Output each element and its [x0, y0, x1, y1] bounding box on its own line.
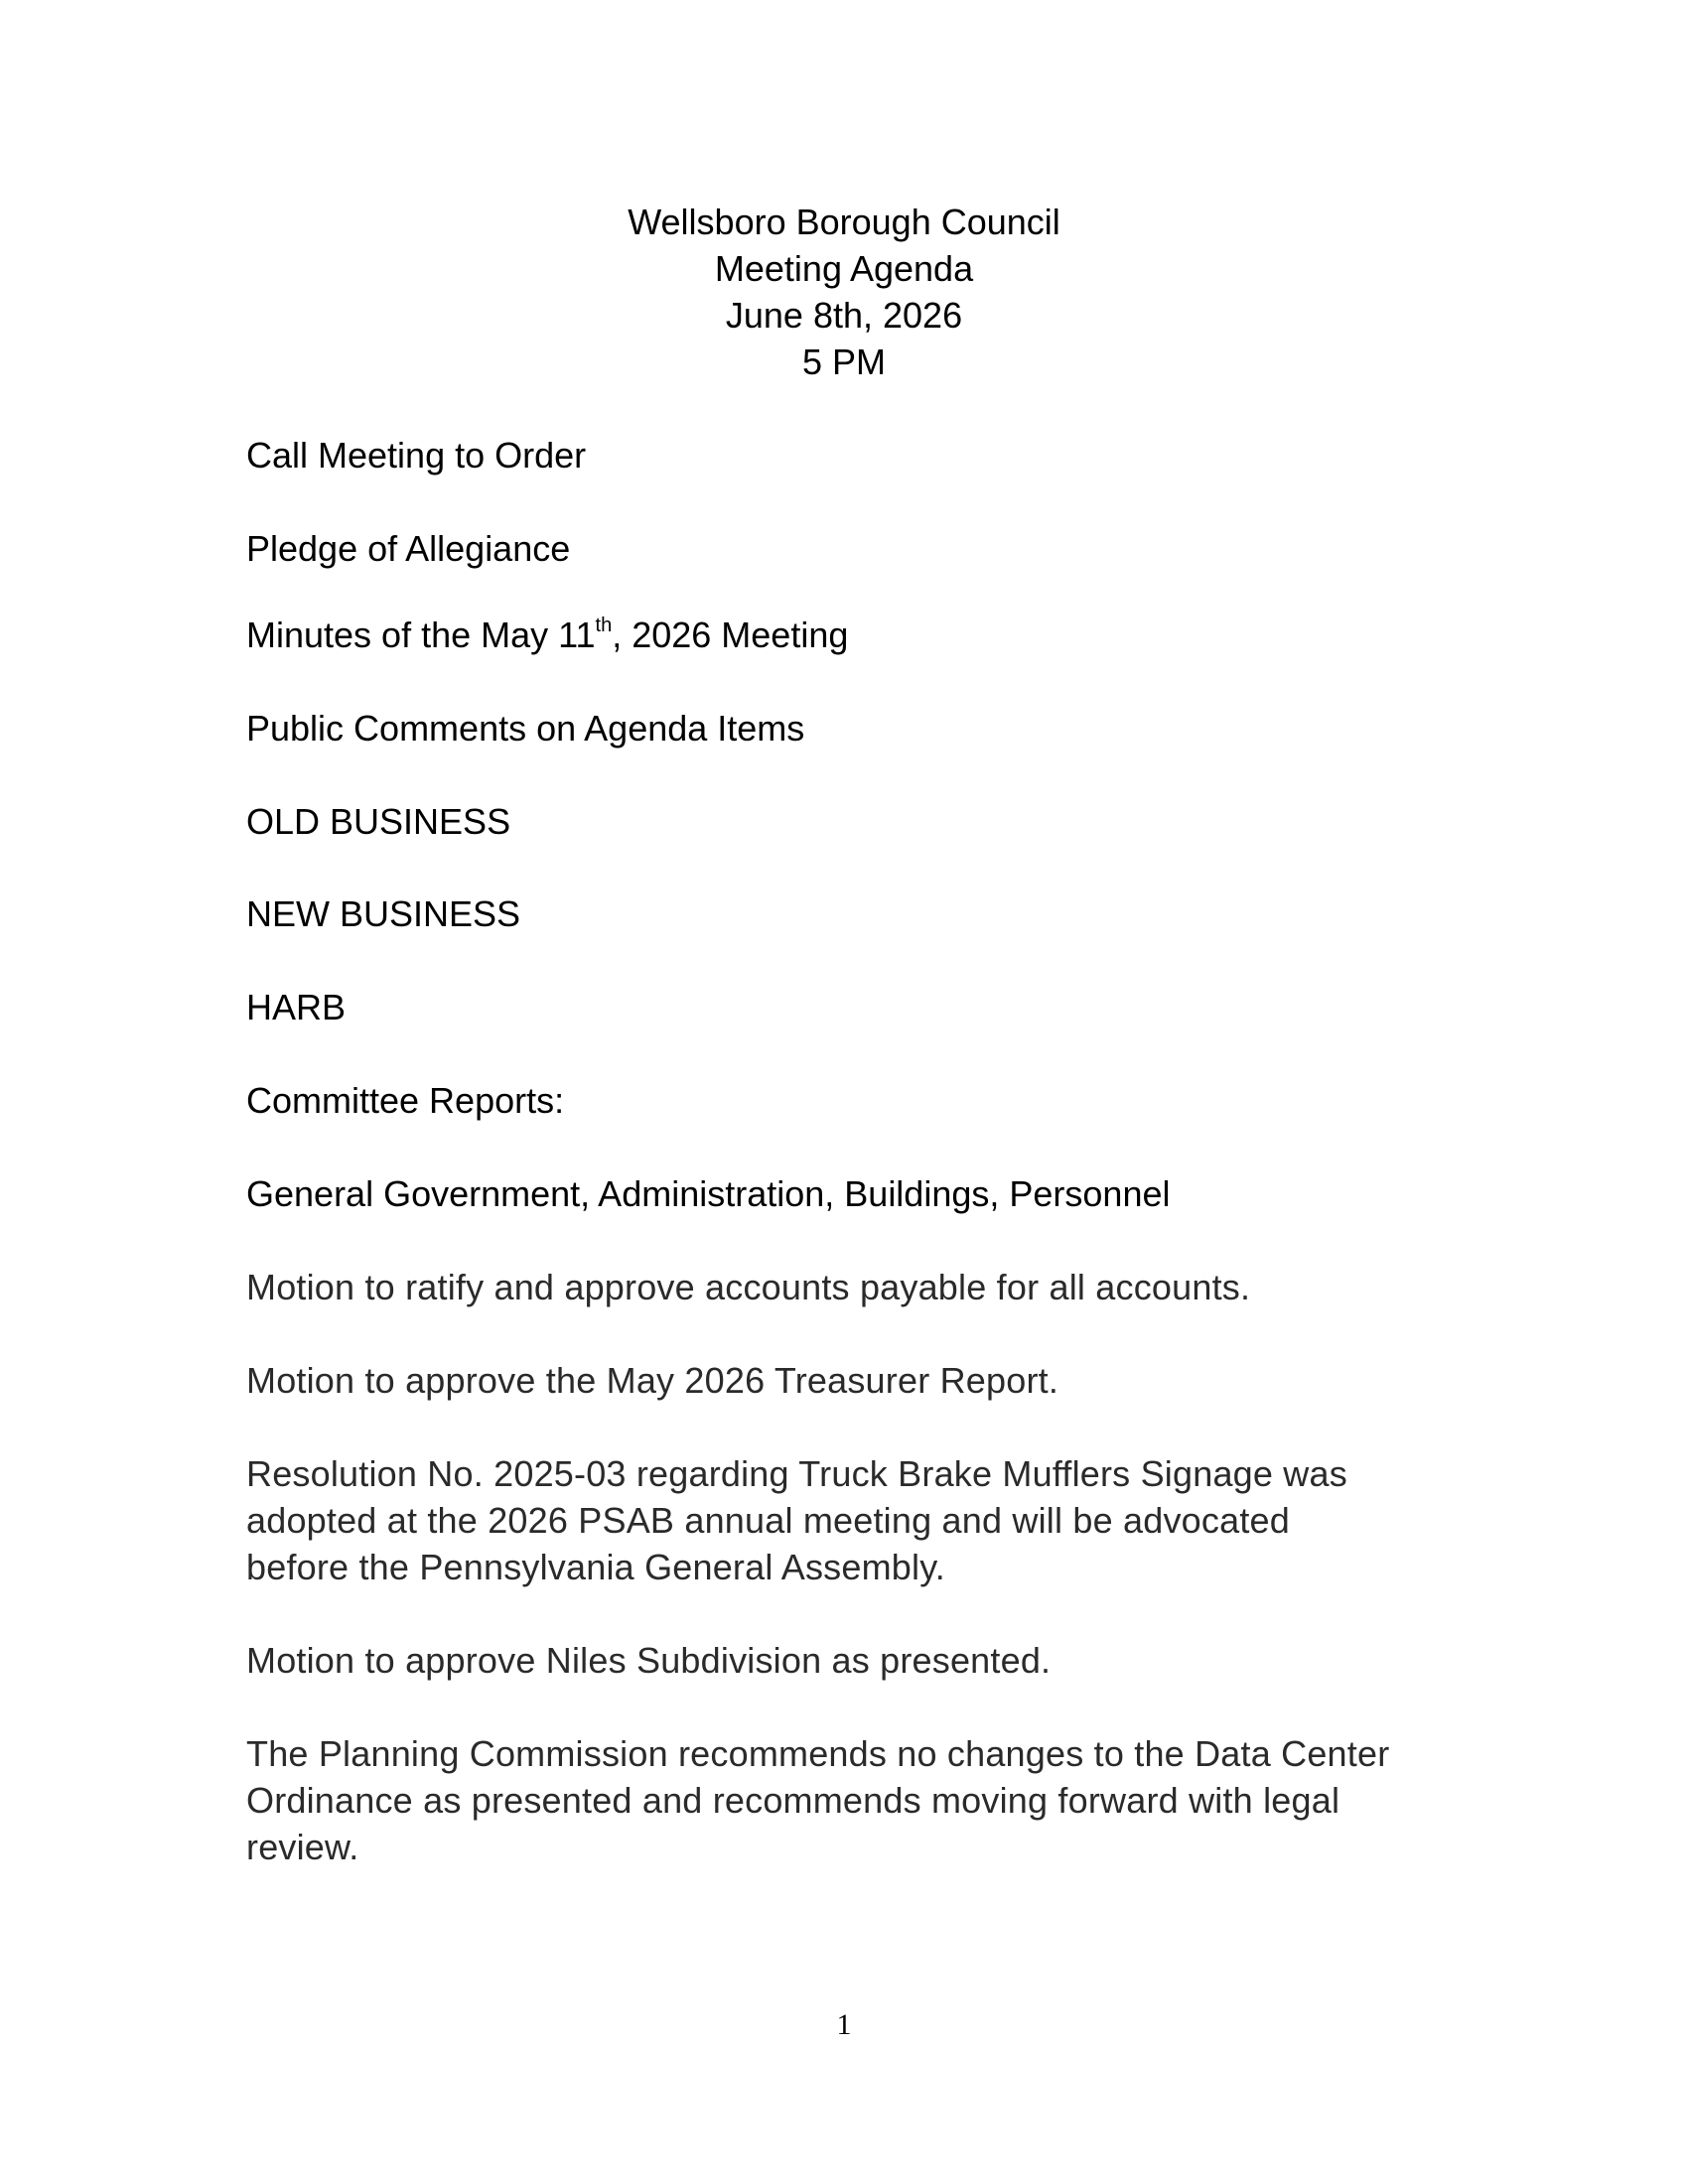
council-name: Wellsboro Borough Council — [628, 202, 1060, 242]
agenda-item-committee-reports: Committee Reports: — [246, 1080, 565, 1121]
agenda-item-pledge: Pledge of Allegiance — [246, 528, 571, 569]
resolution-line: Resolution No. 2025-03 regarding Truck Brake Mufflers Signage was — [246, 1453, 1347, 1494]
motion-treasurer-report: Motion to approve the May 2026 Treasurer Report. — [246, 1360, 1059, 1401]
page-number: 1 — [836, 2008, 852, 2041]
agenda-item-harb: HARB — [246, 987, 347, 1027]
planning-line: Ordinance as presented and recommends moving forward with legal — [246, 1780, 1340, 1821]
motion-niles-subdivision: Motion to approve Niles Subdivision as presented. — [246, 1640, 1052, 1681]
minutes-prefix: Minutes of the May 11 — [246, 614, 596, 655]
meeting-date: June 8th, 2026 — [725, 295, 963, 336]
minutes-suffix: , 2026 Meeting — [612, 614, 849, 655]
planning-commission-paragraph — [246, 1730, 1487, 1870]
resolution-line: before the Pennsylvania General Assembly. — [246, 1547, 945, 1587]
resolution-paragraph — [246, 1450, 1487, 1590]
agenda-item-public-comments: Public Comments on Agenda Items — [246, 708, 805, 749]
document-title: Meeting Agenda — [714, 248, 974, 289]
agenda-item-old-business: OLD BUSINESS — [246, 801, 511, 842]
agenda-item-new-business: NEW BUSINESS — [246, 893, 521, 934]
planning-line: The Planning Commission recommends no changes to the Data Center — [246, 1733, 1390, 1774]
motion-accounts-payable: Motion to ratify and approve accounts payable for all accounts. — [246, 1267, 1251, 1307]
agenda-item-call-to-order: Call Meeting to Order — [246, 435, 587, 476]
minutes-ordinal-suffix: th — [595, 614, 613, 636]
section-heading-general-government: General Government, Administration, Buildings, Personnel — [246, 1173, 1171, 1214]
resolution-line: adopted at the 2026 PSAB annual meeting and will be advocated — [246, 1500, 1290, 1541]
agenda-header — [0, 199, 1688, 385]
meeting-time: 5 PM — [801, 341, 887, 382]
agenda-item-minutes — [246, 612, 848, 658]
planning-line: review. — [246, 1827, 359, 1867]
